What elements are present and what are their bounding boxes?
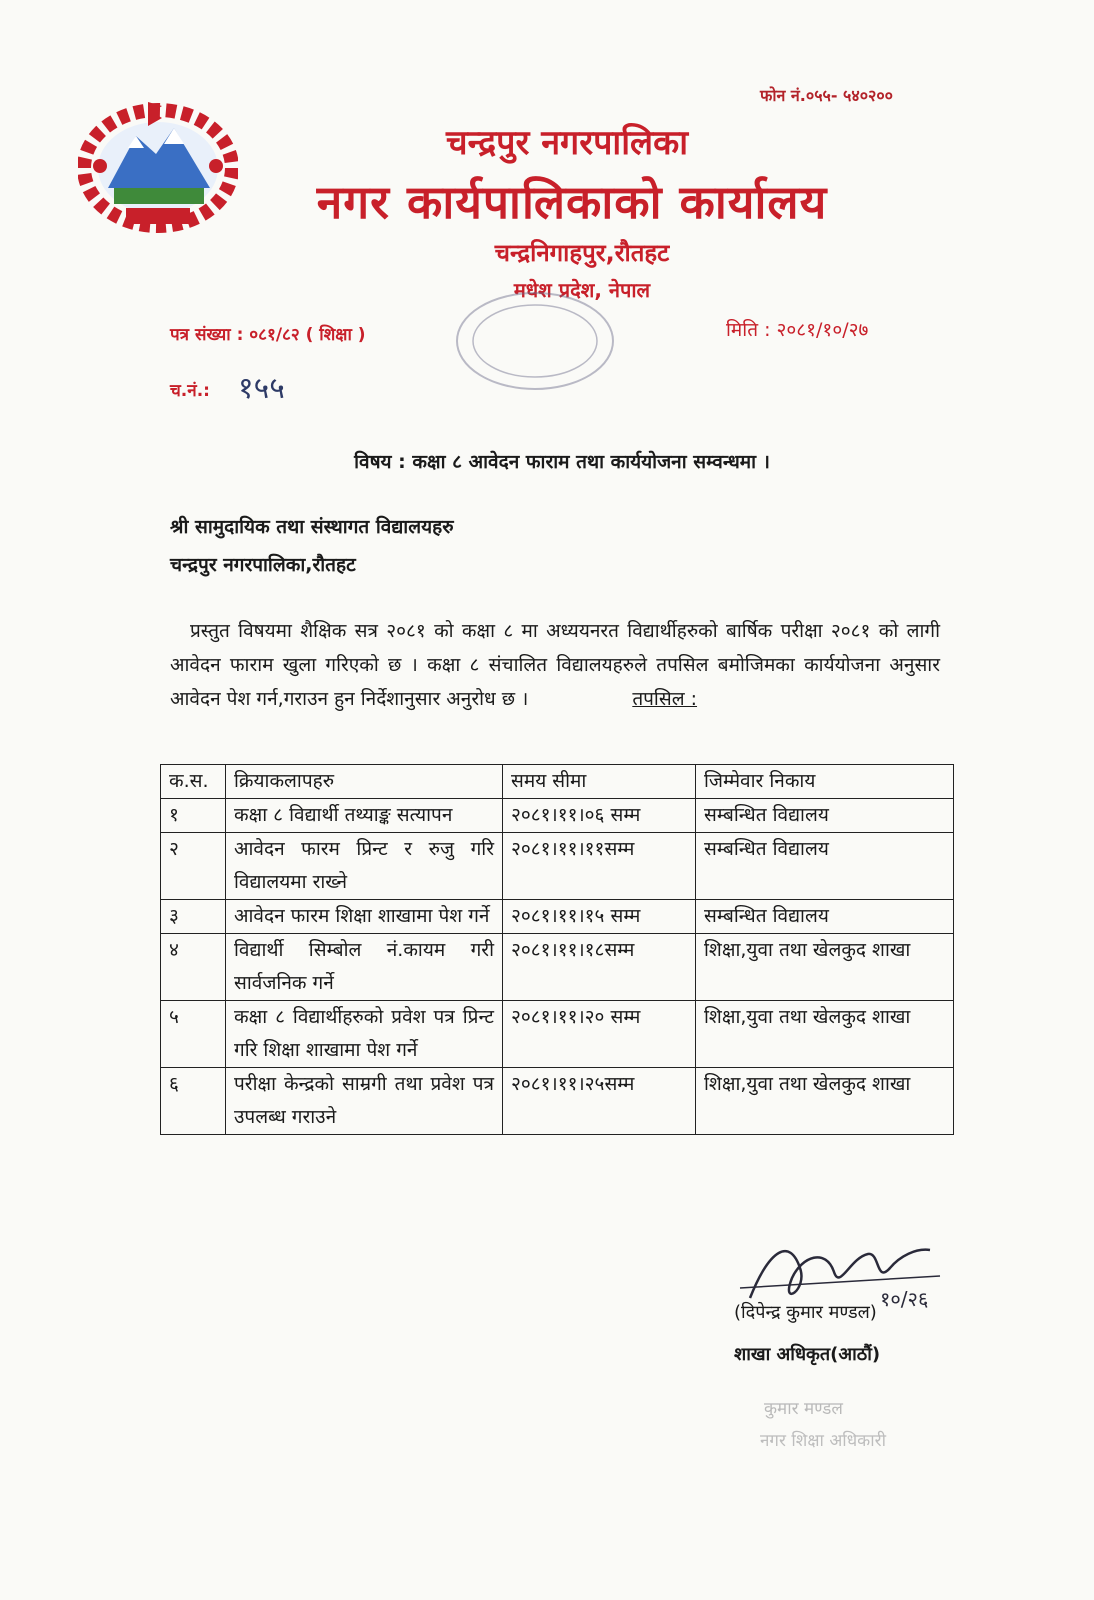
header-sn: क.स. (161, 765, 226, 799)
action-plan-table (160, 764, 954, 1135)
table-row (161, 833, 954, 900)
office-stamp-icon (450, 286, 620, 396)
row-activity: कक्षा ८ विद्यार्थी तथ्याङ्क सत्यापन (226, 799, 503, 833)
row-deadline: २०८१।११।११सम्म (503, 833, 696, 900)
header-responsible: जिम्मेवार निकाय (696, 765, 954, 799)
row-deadline: २०८१।११।२५सम्म (503, 1068, 696, 1135)
municipality-name: चन्द्रपुर नगरपालिका (445, 123, 689, 163)
row-sn: २ (161, 833, 226, 900)
row-activity: परीक्षा केन्द्रको साम्रगी तथा प्रवेश पत्र उपलब्ध गराउने (226, 1068, 503, 1135)
row-deadline: २०८१।११।२० सम्म (503, 1001, 696, 1068)
reference-number: पत्र संख्या : ०८१/८२ ( शिक्षा ) (170, 325, 366, 345)
row-responsible: सम्बन्धित विद्यालय (696, 799, 954, 833)
faded-stamp-name: कुमार मण्डल (764, 1399, 843, 1419)
letter-date: मिति : २०८१/१०/२७ (726, 319, 869, 341)
row-deadline: २०८१।११।१५ सम्म (503, 900, 696, 934)
table-row (161, 1068, 954, 1135)
row-deadline: २०८१।११।१८सम्म (503, 934, 696, 1001)
faded-stamp-title: नगर शिक्षा अधिकारी (760, 1431, 886, 1451)
addressee-block (170, 508, 454, 584)
body-text: प्रस्तुत विषयमा शैक्षिक सत्र २०८१ को कक्षा ८ मा अध्ययनरत विद्यार्थीहरुको बार्षिक परीक्षा २०८१ को लागी आवेदन फाराम खुला गरिएको छ । कक्षा ८ संचालित विद्यालयहरुले तपसिल बमोजिमका कार्ययोजना अनुसार आवेदन पेश गर्न,गराउन हुन निर्देशानुसार अनुरोध छ । (170, 620, 940, 710)
letter-subject: विषय : कक्षा ८ आवेदन फाराम तथा कार्ययोजना सम्वन्धमा । (354, 451, 770, 473)
office-province: मधेश प्रदेश, नेपाल (513, 278, 651, 302)
signature-date: १०/२६ (880, 1287, 929, 1311)
signatory-name: (दिपेन्द्र कुमार मण्डल) (734, 1302, 877, 1323)
office-title: नगर कार्यपालिकाको कार्यालय (316, 175, 828, 229)
phone-number: फोन नं.०५५- ५४०२०० (760, 86, 893, 105)
row-activity: विद्यार्थी सिम्बोल नं.कायम गरी सार्वजनिक गर्ने (226, 934, 503, 1001)
header-activity: क्रियाकलापहरु (226, 765, 503, 799)
row-sn: ४ (161, 934, 226, 1001)
row-responsible: सम्बन्धित विद्यालय (696, 900, 954, 934)
details-label: तपसिल : (632, 688, 698, 710)
body-paragraph (170, 614, 940, 716)
dispatch-number: १५५ (238, 371, 285, 406)
row-responsible: शिक्षा,युवा तथा खेलकुद शाखा (696, 1001, 954, 1068)
header-deadline: समय सीमा (503, 765, 696, 799)
table-row (161, 1001, 954, 1068)
row-responsible: सम्बन्धित विद्यालय (696, 833, 954, 900)
row-sn: ६ (161, 1068, 226, 1135)
table-row (161, 900, 954, 934)
row-sn: १ (161, 799, 226, 833)
addressee-line: श्री सामुदायिक तथा संस्थागत विद्यालयहरु (170, 516, 454, 538)
dispatch-label: च.नं.: (170, 381, 210, 401)
office-address: चन्द्रनिगाहपुर,रौतहट (494, 239, 670, 267)
table-header-row (161, 765, 954, 799)
table-row (161, 799, 954, 833)
row-activity: आवेदन फारम प्रिन्ट र रुजु गरि विद्यालयमा राख्ने (226, 833, 503, 900)
row-activity: कक्षा ८ विद्यार्थीहरुको प्रवेश पत्र प्रिन्ट गरि शिक्षा शाखामा पेश गर्ने (226, 1001, 503, 1068)
row-responsible: शिक्षा,युवा तथा खेलकुद शाखा (696, 934, 954, 1001)
table-row (161, 934, 954, 1001)
row-deadline: २०८१।११।०६ सम्म (503, 799, 696, 833)
row-activity: आवेदन फारम शिक्षा शाखामा पेश गर्ने (226, 900, 503, 934)
row-sn: ३ (161, 900, 226, 934)
row-responsible: शिक्षा,युवा तथा खेलकुद शाखा (696, 1068, 954, 1135)
addressee-line: चन्द्रपुर नगरपालिका,रौतहट (170, 554, 356, 576)
row-sn: ५ (161, 1001, 226, 1068)
signatory-title: शाखा अधिकृत(आठौं) (734, 1344, 881, 1365)
